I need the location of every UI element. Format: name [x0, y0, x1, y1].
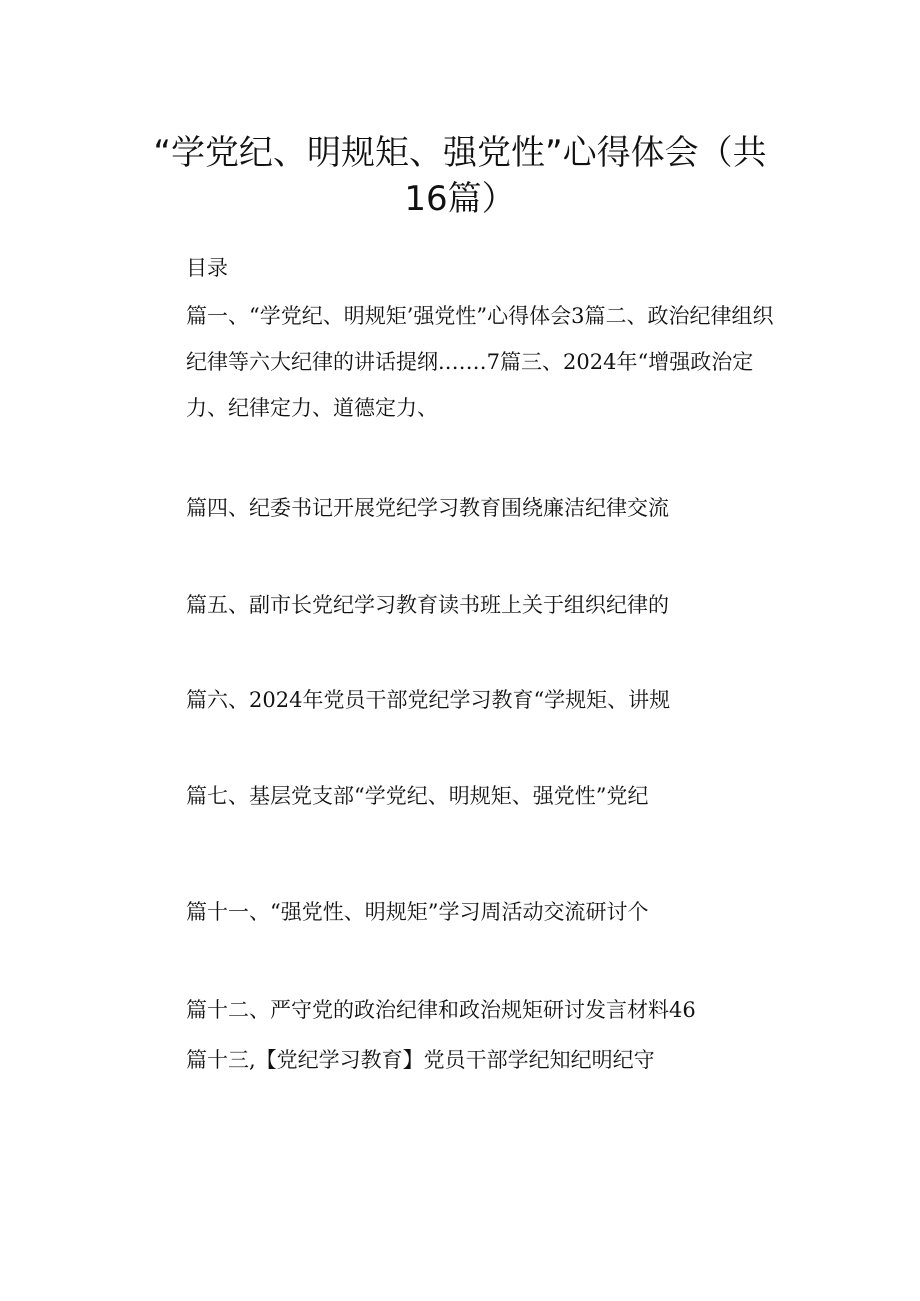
toc-item: 篇十三,【党纪学习教育】党员干部学纪知纪明纪守 — [186, 1048, 655, 1072]
toc-item: 篇五、副市长党纪学习教育读书班上关于组织纪律的 — [186, 593, 669, 617]
toc-heading: 目录 — [186, 256, 228, 280]
toc-item: 篇六、2024年党员干部党纪学习教育“学规矩、讲规 — [186, 688, 671, 712]
toc-item: 篇七、基层党支部“学党纪、明规矩、强党性”党纪 — [186, 784, 649, 808]
toc-item: 篇十一、“强党性、明规矩”学习周活动交流研讨个 — [186, 900, 649, 924]
document-title: “学党纪、明规矩、强党性”心得体会（共16篇） — [153, 133, 767, 219]
toc-item: 篇十二、严守党的政治纪律和政治规矩研讨发言材料46 — [186, 998, 696, 1022]
toc-item: 篇四、纪委书记开展党纪学习教育围绕廉洁纪律交流 — [186, 496, 669, 520]
toc-paragraph: 篇一、“学党纪、明规矩’强党性”心得体会3篇二、政治纪律组织纪律等六大纪律的讲话提纲.……7篇三、2024年“增强政治定力、纪律定力、道德定力、 — [186, 304, 774, 420]
